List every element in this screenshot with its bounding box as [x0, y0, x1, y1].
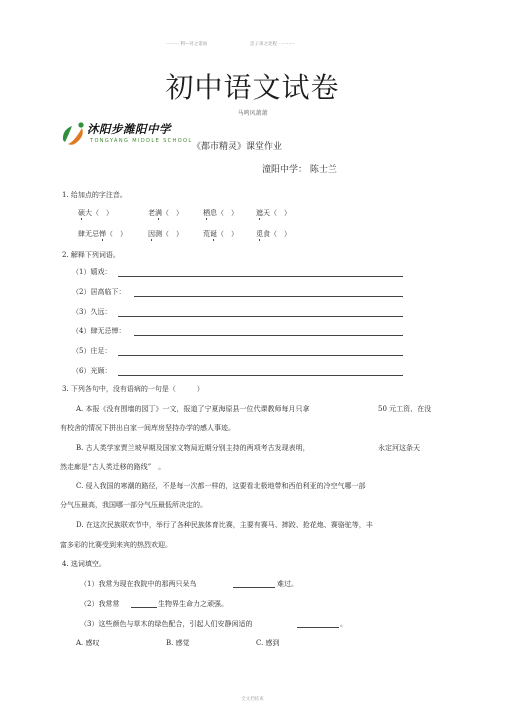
- answer-line[interactable]: [118, 316, 403, 317]
- fill-sentence-1-end: 难过。: [277, 580, 298, 588]
- fill-sentence-2-end: 生物界生命力之顽强。: [158, 600, 228, 608]
- pinyin-item: 肆无忌惮（ ）: [78, 230, 127, 238]
- choice-option-b: B. 感觉: [166, 639, 190, 647]
- fill-blank-3[interactable]: [297, 627, 339, 628]
- definition-item: （5）庄足：: [72, 347, 112, 355]
- leaf-logo-icon: [60, 120, 88, 148]
- option-b-line-1: B. 古人类学家贾兰坡早期及国家文物局近期分别主持的两项考古发现表明，: [76, 444, 310, 452]
- question-3-label: 3. 下列各句中，没有语病的一句是（ ）: [62, 385, 204, 393]
- option-d-line-1: D. 在这次民族联欢节中，举行了各种民族体育比赛，主要有赛马、摔跤、抢花炮、赛骆驼等，丰: [76, 521, 373, 529]
- answer-line[interactable]: [118, 276, 403, 277]
- option-a-line-1-end: 50 元工资、在没: [378, 405, 432, 413]
- fill-sentence-3: （3）这些颜色与草木的绿色配合，引起人们安静闲适的: [80, 620, 253, 628]
- logo-chinese-text: 沐阳步潍阳中学: [87, 122, 171, 136]
- school-logo: [60, 120, 193, 150]
- pinyin-item: 觅食（ ）: [256, 230, 291, 238]
- choice-option-c: C. 感到: [256, 639, 280, 647]
- pinyin-item: 硕大（ ）: [78, 209, 113, 217]
- page-title: 初中语文试卷: [165, 71, 340, 104]
- pinyin-item: 遮天（ ）: [256, 209, 291, 217]
- fill-blank-2[interactable]: [131, 607, 157, 608]
- pinyin-item: 栖息（ ）: [203, 209, 238, 217]
- option-c-line-1: C. 侵入我国的寒潮的路径，不是每一次都一样的，这要看北极地带和西伯利亚的冷空气哪一部: [76, 482, 366, 490]
- pinyin-item: 因测（ ）: [148, 230, 183, 238]
- header-right-text: 忠子弟之迩程 · ·········: [250, 42, 295, 47]
- question-2-label: 2. 解释下列词语。: [62, 251, 120, 259]
- question-4-label: 4. 选词填空。: [62, 560, 106, 568]
- option-a-line-2: 有校舍的情况下拼出自家一间库房坚持办学的感人事迹。: [60, 424, 235, 432]
- option-a-line-1: A. 本报《没有围墙的园丁》一文，报道了宁夏海原县一位代课教师每月只拿: [76, 405, 310, 413]
- option-c-line-2: 分气压最高，我国哪一部分气压最低所决定的。: [60, 501, 207, 509]
- fill-sentence-2: （2）我常常: [80, 600, 120, 608]
- definition-item: （1）嬉戏：: [72, 268, 112, 276]
- option-b-line-1-end: 永定河这条天: [378, 444, 420, 452]
- option-d-line-2: 富多彩的比赛受到来宾的热烈欢迎。: [60, 541, 172, 549]
- page-footer: 全文档结束: [241, 697, 264, 702]
- logo-english-text: TONGYANG MIDDLE SCHOOL: [90, 138, 193, 144]
- pinyin-item: 荒诞（ ）: [203, 230, 238, 238]
- option-b-line-2: 然走廊是“古人类迁移的路线” 。: [60, 463, 166, 471]
- fill-sentence-1: （1）我常为现在我院中的那两只呆鸟: [80, 580, 197, 588]
- course-title: 《都市精灵》课堂作业: [192, 142, 283, 152]
- author-line: 潼阳中学： 陈士兰: [262, 165, 337, 175]
- header-left-text: ········· 利—对之诺亟: [166, 42, 208, 47]
- definition-item: （4）肆无忌惮：: [72, 327, 126, 335]
- answer-line[interactable]: [118, 355, 403, 356]
- definition-item: （6）光顾：: [72, 367, 112, 375]
- question-1-label: 1. 给加点的字注音。: [62, 191, 127, 199]
- fill-sentence-3-end: 。: [340, 620, 347, 628]
- definition-item: （3）久远：: [72, 308, 112, 316]
- choice-option-a: A. 感叹: [76, 639, 100, 647]
- definition-item: （2）居高临下：: [72, 288, 126, 296]
- fill-blank-1[interactable]: [233, 587, 275, 588]
- answer-line[interactable]: [118, 375, 403, 376]
- pinyin-item: 老满（ ）: [148, 209, 183, 217]
- page-subtitle: 马鸣风萧萧: [237, 110, 268, 117]
- answer-line[interactable]: [134, 296, 403, 297]
- answer-line[interactable]: [134, 335, 403, 336]
